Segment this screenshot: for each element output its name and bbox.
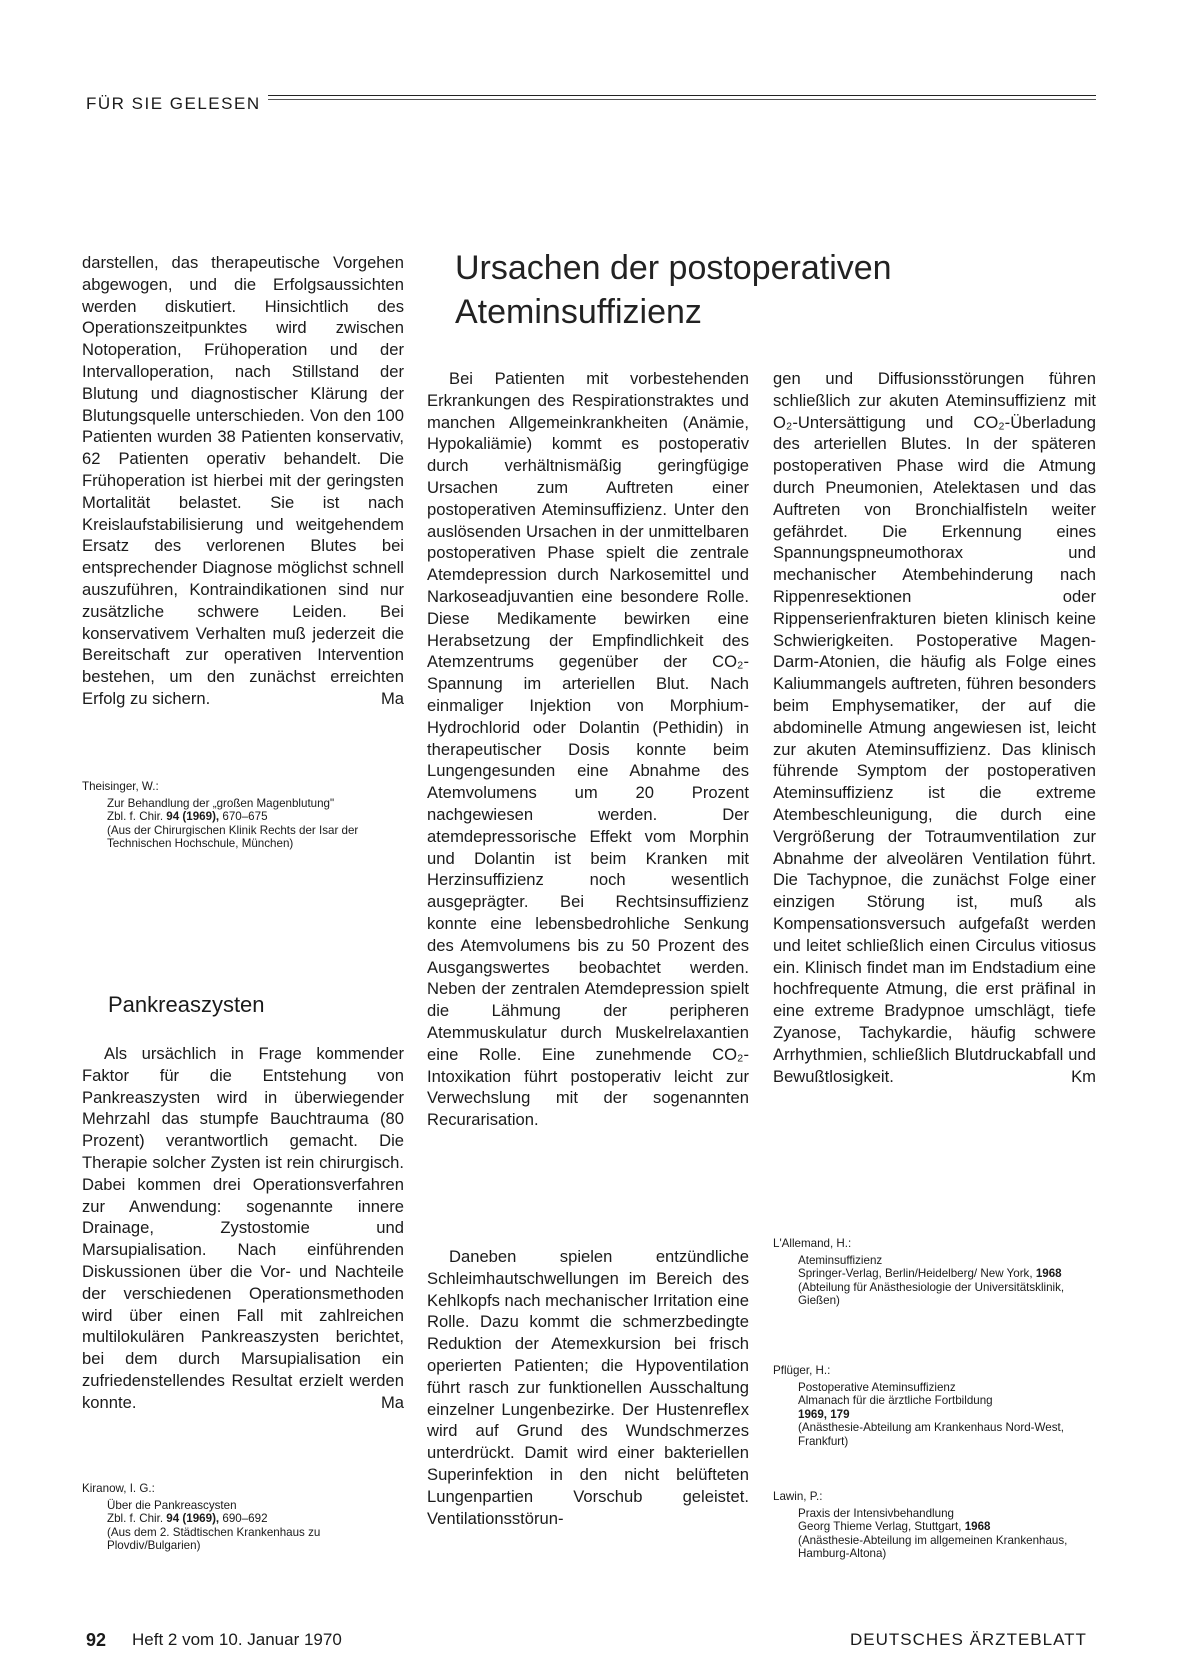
reference-pflueger (773, 1364, 1093, 1448)
ref-publisher: Almanach für die ärztliche Fortbildung (798, 1394, 993, 1407)
header-rule (268, 95, 1096, 96)
paragraph (773, 368, 1096, 1087)
ref-year: 1969, 179 (798, 1407, 850, 1421)
paragraph (82, 252, 404, 710)
pankreaszysten-text (82, 1043, 404, 1414)
author-initials: Km (1071, 1066, 1096, 1086)
ref-title: Über die Pankreascysten (107, 1498, 237, 1512)
paragraph-text: Als ursächlich in Frage kommender Faktor für die Entstehung von Pankreaszysten wird in überwiegender Mehrzahl das stumpfe Bauchtrauma (80 Prozent) verantwortlich gemacht. Die Therapie solcher Zysten ist rein chirurgisch. Dabei kommen drei Operationsverfahren zur Anwendung: sogenannte innere Drainage, Zystostomie und Marsupialisation. Nach einführenden Diskussionen über die Vor- und Nachteile der verschiedenen Operationsmethoden wird über einen Fall mit zahlreichen multilokulären Pankreaszysten berichtet, bei dem durch Marsupialisation ein zufriedenstellendes Resultat erzielt werden konnte. (82, 1044, 404, 1412)
paragraph-text: darstellen, das therapeutische Vorgehen abgewogen, und die Erfolgsaussichten werden diskutiert. Hinsichtlich des Operationszeitpunktes wird zwischen Notoperation, Frühoperation und der Intervalloperation, nach Stillstand der Blutung und diagnostischer Klärung der Blutungsquelle unterschieden. Von den 100 Patienten wurden 38 Patienten konservativ, 62 Patienten operativ behandelt. Die Frühoperation ist hierbei mit der geringsten Mortalität belastet. Sie ist nach Kreislaufstabilisierung und weitgehendem Ersatz des verlorenen Blutes bei entsprechender Diagnose möglichst schnell auszuführen, Kontraindikationen sind nur zusätzliche schwere Leiden. Bei konservativem Verhalten muß jederzeit die Bereitschaft zur operativen Intervention bestehen, um den zunächst erreichten Erfolg zu sichern. (82, 253, 404, 708)
page-number: 92 (86, 1630, 107, 1650)
ref-author: Lawin, P.: (773, 1490, 823, 1503)
ref-institution: (Anästhesie-Abteilung am Krankenhaus Nord-West, Frankfurt) (798, 1421, 1064, 1448)
column-2-text (427, 368, 749, 1131)
issue-info: Heft 2 vom 10. Januar 1970 (132, 1630, 342, 1649)
column-3-text (773, 368, 1096, 1087)
ref-journal: Zbl. f. Chir. 94 (1969), 670–675 (107, 810, 268, 823)
ref-title: Zur Behandlung der „großen Magenblutung" (107, 796, 335, 810)
section-label: FÜR SIE GELESEN (86, 94, 261, 113)
ref-author: L'Allemand, H.: (773, 1237, 852, 1250)
ref-author: Kiranow, I. G.: (82, 1482, 155, 1495)
ref-publisher: Springer-Verlag, Berlin/Heidelberg/ New York, 1968 (798, 1267, 1062, 1280)
ref-institution: (Aus dem 2. Städtischen Krankenhaus zu Plovdiv/Bulgarien) (107, 1525, 321, 1552)
paragraph-text: gen und Diffusionsstörungen führen schließlich zur akuten Ateminsuffizienz mit O₂-Untersättigung und CO₂-Überladung des arteriellen Blutes. In der späteren postoperativen Phase wird die Atmung durch Pneumonien, Atelektasen und das Auftreten von Bronchialfisteln weiter gefährdet. Die Erkennung eines Spannungspneumothorax und mechanischer Atembehinderung nach Rippenresektionen oder Rippenserienfrakturen bieten klinisch keine Schwierigkeiten. Postoperative Magen-Darm-Atonien, die häufig als Folge eines Kaliummangels auftreten, führen besonders beim Emphysematiker, der auf die abdominelle Atmung angewiesen ist, leicht zur akuten Ateminsuffizienz. Das klinisch führende Symptom der postoperativen Ateminsuffizienz ist die extreme Atembeschleunigung, die durch eine Vergrößerung der Totraumventilation zur Abnahme der alveolären Ventilation führt. Die Tachypnoe, die zunächst Folge einer einzigen Störung ist, muß als Kompensationsversuch aufgefaßt werden und leitet schließlich einen Circulus vitiosus ein. Klinisch findet man im Endstadium eine hochfrequente Atmung, die erst präfinal in eine extreme Bradypnoe umschlägt, tiefe Zyanose, Tachykardie, häufig schwere Arrhythmien, schließlich Blutdruckabfall und Bewußtlosigkeit. (773, 369, 1096, 1086)
reference-lawin (773, 1490, 1093, 1561)
article-title: Ursachen der postoperativen Ateminsuffizienz (455, 249, 892, 331)
column-2-text-lower (427, 1246, 749, 1529)
ref-title: Praxis der Intensivbehandlung (798, 1506, 954, 1520)
header-rule-thin (268, 99, 1096, 100)
ref-author: Pflüger, H.: (773, 1364, 831, 1377)
paragraph (82, 1043, 404, 1414)
ref-title: Ateminsuffizienz (798, 1253, 883, 1267)
paragraph: Bei Patienten mit vorbestehenden Erkrankungen des Respirationstraktes und manchen Allgemeinkrankheiten (Anämie, Hypokaliämie) kommt es postoperativ durch verhältnismäßig geringfügige Ursachen zum Auftreten einer postoperativen Ateminsuffizienz. Unter den auslösenden Ursachen in der unmittelbaren postoperativen Phase spielt die zentrale Atemdepression durch Narkosemittel und Narkoseadjuvantien eine besondere Rolle. Diese Medikamente bewirken eine Herabsetzung der Empfindlichkeit des Atemzentrums gegenüber der CO₂-Spannung im arteriellen Blut. Nach einmaliger Injektion von Morphium-Hydrochlorid oder Dolantin (Pethidin) in therapeutischer Dosis konnte beim Lungengesunden eine Abnahme des Atemvolumens um 20 Prozent nachgewiesen werden. Der atemdepressorische Effekt vom Morphin und Dolantin ist beim Kranken mit Herzinsuffizienz noch wesentlich ausgeprägter. Bei Rechtsinsuffizienz konnte eine lebensbedrohliche Senkung des Atemvolumens bis zu 50 Prozent des Ausgangswertes beobachtet werden. Neben der zentralen Atemdepression spielt die Lähmung der peripheren Atemmuskulatur durch Muskelrelaxantien eine Rolle. Eine zunehmende CO₂-Intoxikation führt postoperativ leicht zur Verwechslung mit der sogenannten Recurarisation. (427, 369, 749, 1130)
ref-title: Postoperative Ateminsuffizienz (798, 1380, 956, 1394)
ref-institution: (Abteilung für Anästhesiologie der Universitätsklinik, Gießen) (798, 1280, 1065, 1307)
paragraph: Daneben spielen entzündliche Schleimhautschwellungen im Bereich des Kehlkopfs nach mechanischer Irritation eine Rolle. Dazu kommt die schmerzbedingte Reduktion der Atemexkursion bei frisch operierten Patienten; die Hypoventilation führt rasch zur funktionellen Ausschaltung einzelner Lungenbezirke. Der Hustenreflex wird auf Grund des Wundschmerzes unterdrückt. Damit wird einer bakteriellen Superinfektion in den nicht belüfteten Lungenpartien Vorschub geleistet. Ventilationsstörun- (427, 1247, 749, 1528)
column-1-text (82, 252, 404, 710)
reference-lallemand (773, 1237, 1093, 1308)
ref-journal: Zbl. f. Chir. 94 (1969), 690–692 (107, 1512, 268, 1525)
ref-institution: (Anästhesie-Abteilung im allgemeinen Krankenhaus, Hamburg-Altona) (798, 1533, 1068, 1560)
ref-author: Theisinger, W.: (82, 780, 159, 793)
author-initials: Ma (380, 688, 404, 708)
ref-institution: (Aus der Chirurgischen Klinik Rechts der Isar der Technischen Hochschule, München) (107, 823, 359, 850)
ref-publisher: Georg Thieme Verlag, Stuttgart, 1968 (798, 1520, 991, 1533)
heading-pankreaszysten: Pankreaszysten (108, 992, 265, 1017)
author-initials: Ma (380, 1392, 404, 1412)
reference-kiranow (82, 1482, 394, 1553)
publication-name: DEUTSCHES ÄRZTEBLATT (850, 1630, 1087, 1649)
reference-theisinger (82, 780, 394, 851)
